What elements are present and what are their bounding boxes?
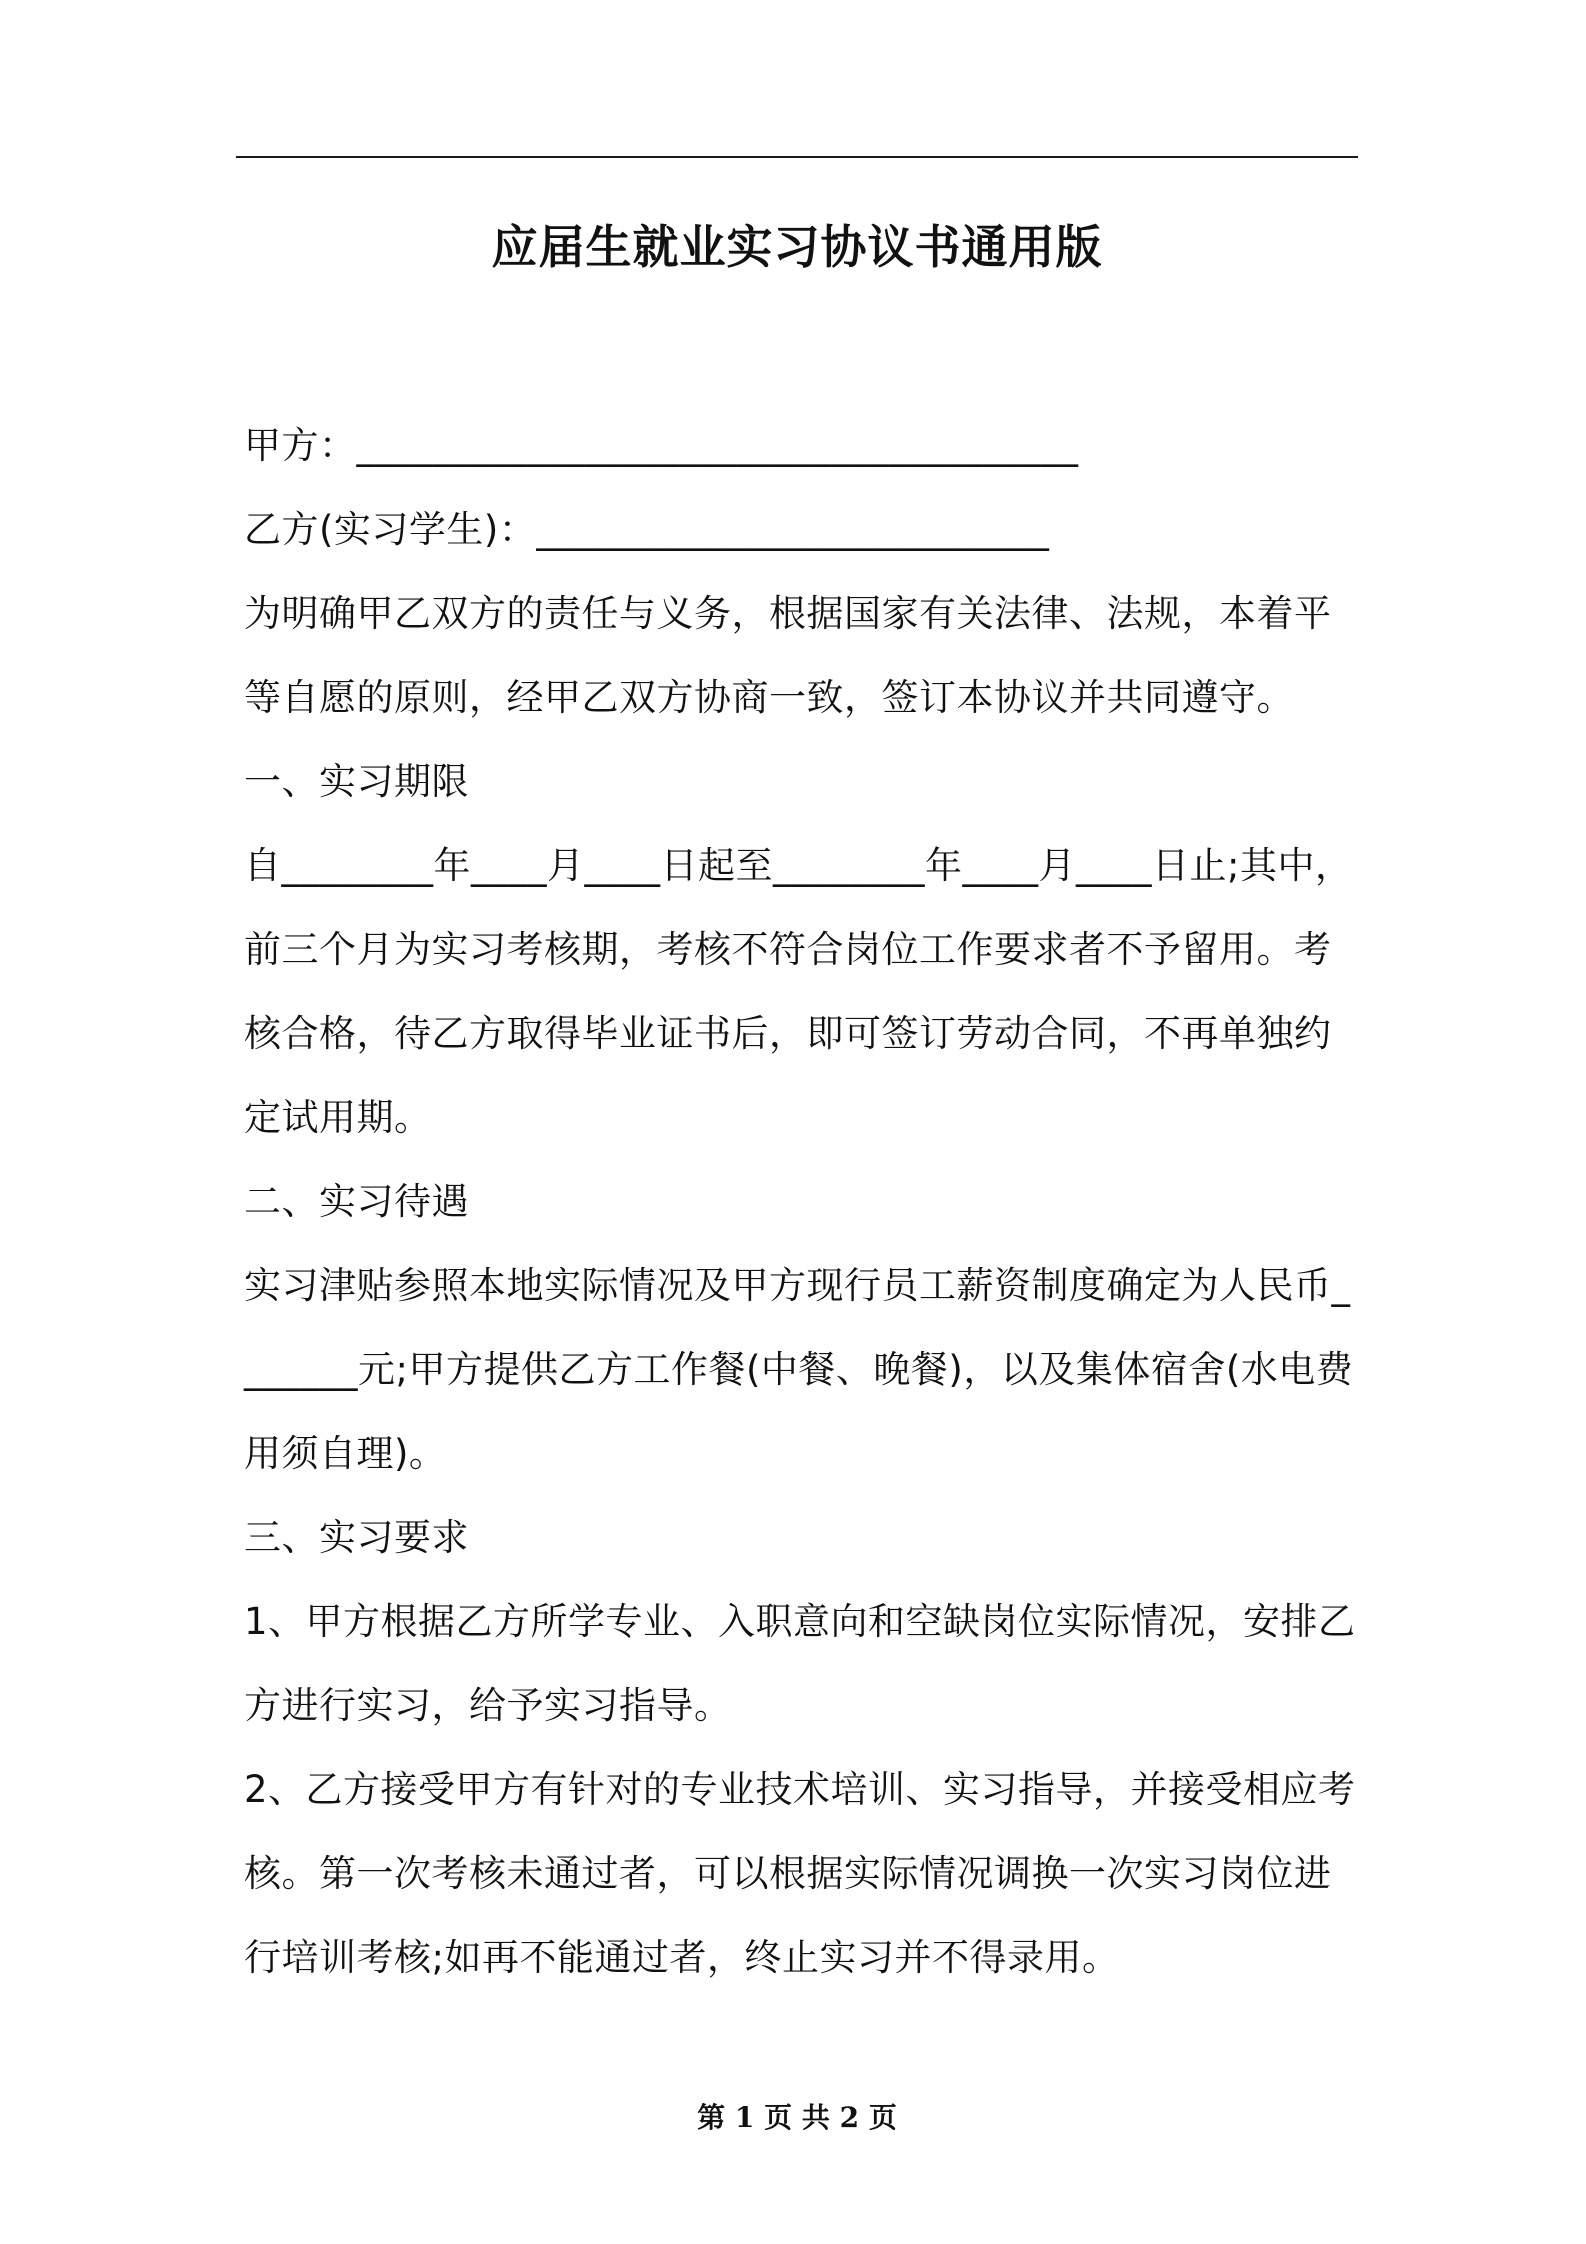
- requirement-item-1: 1、甲方根据乙方所学专业、入职意向和空缺岗位实际情况，安排乙方进行实习，给予实习指导。: [244, 1600, 1356, 1727]
- section-heading-term: 一、实习期限: [244, 760, 469, 803]
- section-heading-compensation: 二、实习待遇: [244, 1180, 469, 1223]
- preamble-paragraph: 为明确甲乙双方的责任与义务，根据国家有关法律、法规，本着平等自愿的原则，经甲乙双方协商一致，签订本协议并共同遵守。: [244, 592, 1332, 719]
- section-heading-requirements: 三、实习要求: [244, 1516, 469, 1559]
- document-body: [244, 404, 1358, 2000]
- document-title: 应届生就业实习协议书通用版: [491, 220, 1103, 274]
- requirement-item-2: 2、乙方接受甲方有针对的专业技术培训、实习指导，并接受相应考核。第一次考核未通过者，可以根据实际情况调换一次实习岗位进行培训考核;如再不能通过者，终止实习并不得录用。: [244, 1768, 1356, 1979]
- term-paragraph: 自________年____月____日起至________年____月____日止;其中，前三个月为实习考核期，考核不符合岗位工作要求者不予留用。考核合格，待乙方取得毕业证书后，即可签订劳动合同，不再单独约定试用期。: [244, 844, 1353, 1139]
- party-b-line: 乙方(实习学生)：___________________________: [244, 508, 1050, 551]
- party-a-line: 甲方：______________________________________: [244, 424, 1079, 467]
- compensation-paragraph: 实习津贴参照本地实际情况及甲方现行员工薪资制度确定为人民币_______元;甲方提供乙方工作餐(中餐、晚餐)，以及集体宿舍(水电费用须自理)。: [244, 1264, 1354, 1475]
- header-rule: [236, 156, 1358, 158]
- page-number-footer: 第 1 页 共 2 页: [697, 2101, 897, 2134]
